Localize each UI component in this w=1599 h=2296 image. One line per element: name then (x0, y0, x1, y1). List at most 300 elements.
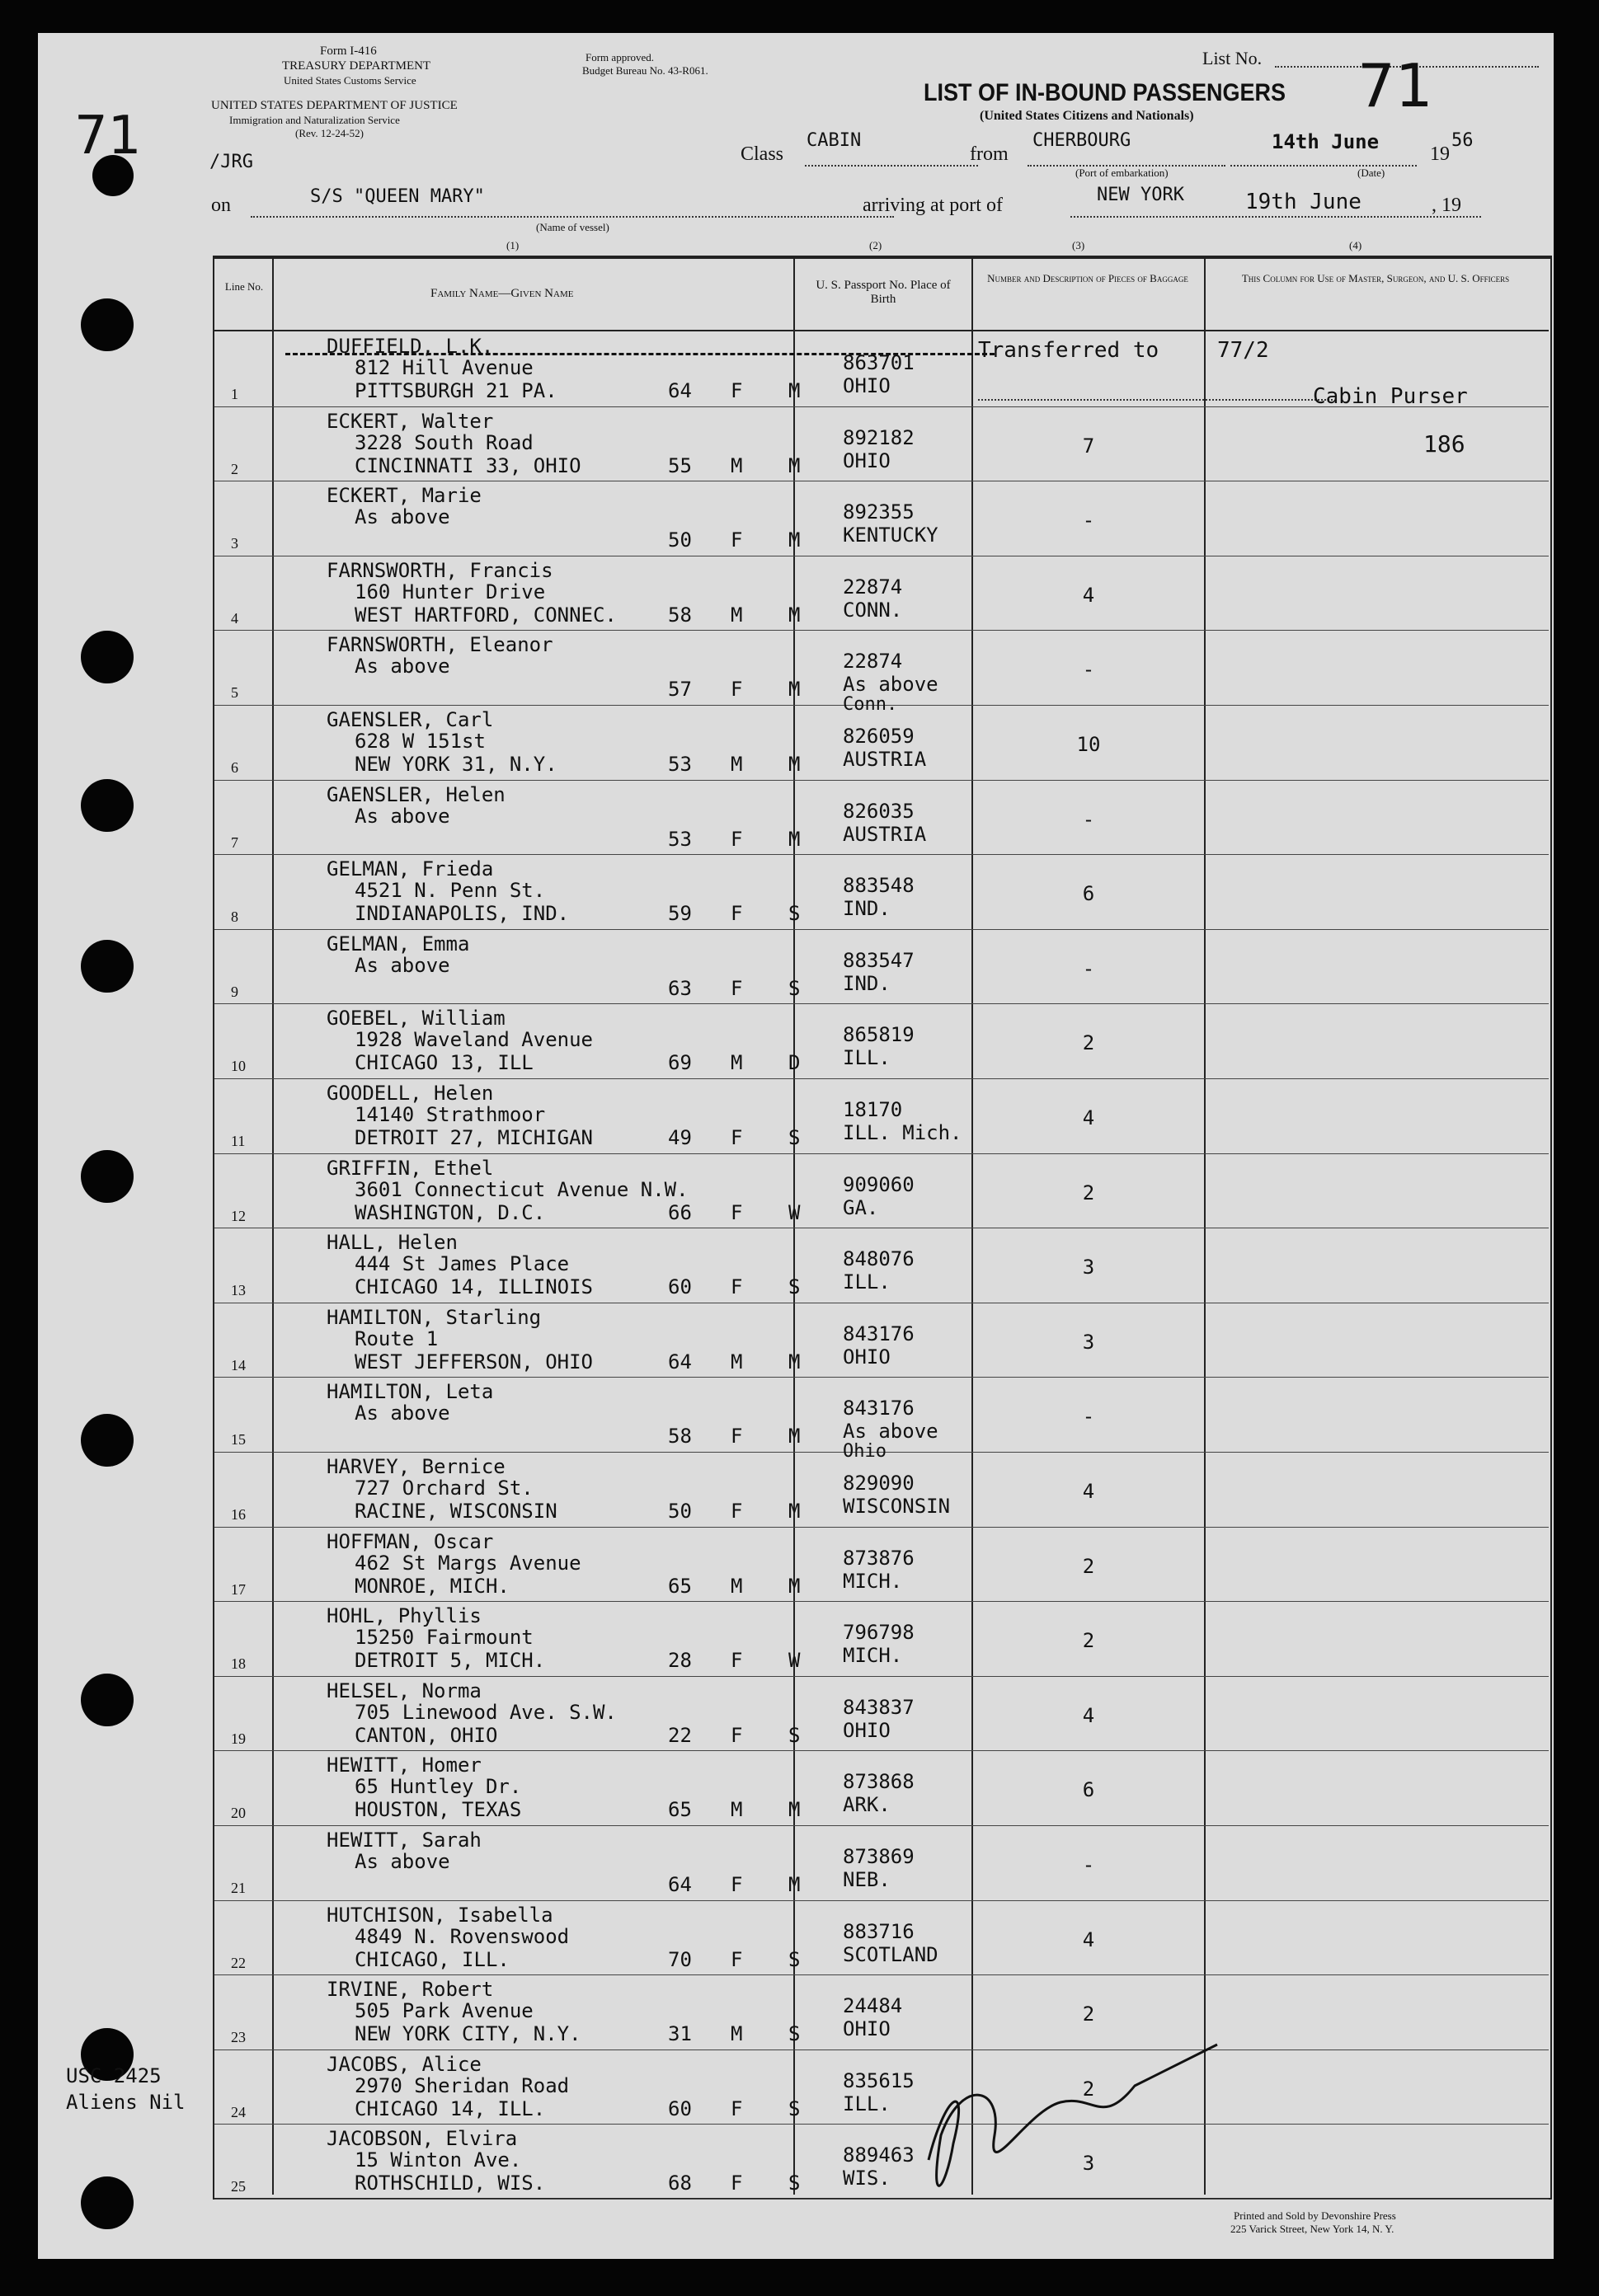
place-of-birth: OHIO (843, 1345, 891, 1369)
marital-status: D (788, 1051, 801, 1075)
marital-status: S (788, 1126, 801, 1149)
marital-status: W (788, 1200, 801, 1224)
depart-date: 14th June (1272, 130, 1380, 153)
arrival-port: NEW YORK (1097, 185, 1184, 205)
table-row (214, 705, 1549, 781)
treasury-dept: TREASURY DEPARTMENT (282, 59, 431, 73)
place-of-birth: KENTUCKY (843, 524, 938, 547)
passenger-name: ECKERT, Walter (327, 409, 494, 433)
line-number: 4 (231, 609, 238, 627)
passenger-age: 53 (668, 753, 692, 776)
address-line-1: 812 Hill Avenue (355, 356, 534, 379)
baggage-count: - (1082, 807, 1095, 831)
place-of-birth: MICH. (843, 1644, 903, 1668)
punch-hole (81, 2176, 134, 2229)
address-line-1: 705 Linewood Ave. S.W. (355, 1700, 617, 1724)
address-line-2: NEW YORK CITY, N.Y. (355, 2022, 581, 2046)
list-no-label: List No. (1202, 48, 1263, 68)
passenger-age: 70 (668, 1947, 692, 1971)
passenger-name: HAMILTON, Starling (327, 1305, 542, 1329)
address-line-2: WASHINGTON, D.C. (355, 1200, 546, 1224)
table-row (214, 929, 1549, 1005)
baggage-count: - (1082, 658, 1095, 682)
passport-number: 883547 (843, 948, 915, 972)
from-value: CHERBOURG (1032, 130, 1131, 151)
marital-status: S (788, 1723, 801, 1747)
passenger-age: 66 (668, 1200, 692, 1224)
usc-note: USC 2425 (66, 2064, 162, 2087)
passport-number: 892182 (843, 425, 915, 449)
passenger-name: FARNSWORTH, Eleanor (327, 633, 553, 657)
place-of-birth: NEB. (843, 1868, 891, 1891)
baggage-count: - (1082, 1853, 1095, 1876)
passport-number: 796798 (843, 1621, 915, 1645)
date-caption: (Date) (1357, 167, 1385, 179)
arrival-year-prefix: , 19 (1432, 195, 1461, 216)
date-line (1230, 165, 1417, 167)
baggage-count: - (1082, 956, 1095, 980)
baggage-count: 4 (1082, 1106, 1095, 1129)
passenger-sex: F (731, 678, 743, 702)
place-of-birth: ARK. (843, 1793, 891, 1817)
passenger-age: 58 (668, 1425, 692, 1448)
marital-status: S (788, 976, 801, 1000)
address-line-1: 15250 Fairmount (355, 1626, 534, 1650)
address-line-2: DETROIT 5, MICH. (355, 1649, 546, 1673)
line-number: 12 (231, 1207, 246, 1224)
table-row (214, 780, 1549, 856)
form-title: LIST OF IN-BOUND PASSENGERS (924, 79, 1286, 106)
passport-number: 892355 (843, 500, 915, 524)
marital-status: M (788, 827, 801, 851)
passenger-name: HOFFMAN, Oscar (327, 1529, 494, 1553)
passport-number: 18170 (843, 1098, 903, 1121)
passport-number: 883716 (843, 1919, 915, 1943)
line-number: 6 (231, 759, 238, 776)
passport-number: 22874 (843, 650, 903, 674)
table-row (214, 1078, 1549, 1154)
passport-number: 24484 (843, 1994, 903, 2018)
header-officers: This Column for Use of Master, Surgeon, and U. S. Officers (1241, 272, 1510, 284)
baggage-count: 3 (1082, 2152, 1095, 2176)
passenger-sex: M (731, 1350, 743, 1373)
passenger-sex: M (731, 2022, 743, 2046)
passenger-name: ECKERT, Marie (327, 484, 482, 508)
place-of-birth: OHIO (843, 374, 891, 397)
line-number: 9 (231, 983, 238, 1000)
line-number: 17 (231, 1580, 246, 1598)
address-line-1: 2970 Sheridan Road (355, 2073, 570, 2097)
table-row (214, 1750, 1549, 1826)
marital-status: M (788, 1350, 801, 1373)
line-number: 19 (231, 1730, 246, 1747)
passenger-sex: F (731, 976, 743, 1000)
passenger-sex: F (731, 1649, 743, 1673)
address-line-1: As above (355, 1850, 450, 1873)
baggage-count: 4 (1082, 1927, 1095, 1951)
line-number: 3 (231, 535, 238, 552)
customs-service: United States Customs Service (284, 74, 416, 87)
table-row (214, 1228, 1549, 1303)
passport-number: 22874 (843, 575, 903, 599)
place-of-birth: SCOTLAND (843, 1942, 938, 1966)
passenger-sex: F (731, 2096, 743, 2120)
passenger-sex: F (731, 1500, 743, 1523)
transferred-list: 77/2 (1217, 338, 1269, 363)
passport-number: 826059 (843, 725, 915, 748)
marital-status: W (788, 1649, 801, 1673)
marital-status: M (788, 1425, 801, 1448)
year-prefix: 19 (1430, 143, 1450, 165)
baggage-count: 2 (1082, 2003, 1095, 2026)
col-number-2: (2) (869, 239, 882, 251)
transferred-note: Transferred to (978, 338, 1159, 363)
place-of-birth: IND. (843, 971, 891, 995)
baggage-count: 2 (1082, 1031, 1095, 1055)
table-row (214, 2124, 1549, 2200)
passport-number: 843176 (843, 1397, 915, 1420)
marital-status: M (788, 1574, 801, 1598)
passenger-name: HEWITT, Sarah (327, 1829, 482, 1852)
from-label: from (970, 143, 1009, 165)
passenger-sex: F (731, 1126, 743, 1149)
passenger-age: 65 (668, 1798, 692, 1822)
baggage-count: 4 (1082, 1703, 1095, 1727)
address-line-1: 14140 Strathmoor (355, 1103, 546, 1126)
passenger-sex: M (731, 1051, 743, 1075)
passenger-name: HARVEY, Bernice (327, 1455, 506, 1478)
place-of-birth: ILL. Mich. (843, 1121, 962, 1144)
passport-number: 848076 (843, 1247, 915, 1271)
passenger-age: 69 (668, 1051, 692, 1075)
passenger-age: 22 (668, 1723, 692, 1747)
address-line-1: 628 W 151st (355, 730, 486, 753)
marital-status: M (788, 603, 801, 627)
vessel-line (251, 216, 894, 218)
line-number: 15 (231, 1431, 246, 1448)
col-number-3: (3) (1072, 239, 1085, 251)
passenger-age: 57 (668, 678, 692, 702)
strike-line (285, 353, 995, 355)
table-row (214, 1003, 1549, 1079)
table-row (214, 1825, 1549, 1901)
address-line-1: 4849 N. Rovenswood (355, 1924, 570, 1948)
passport-number: 873869 (843, 1845, 915, 1868)
header-name: Family Name—Given Name (430, 287, 574, 300)
passport-number: 873876 (843, 1546, 915, 1570)
class-value: CABIN (807, 130, 862, 151)
justice-dept: UNITED STATES DEPARTMENT OF JUSTICE (211, 99, 458, 112)
passenger-name: HELSEL, Norma (327, 1679, 482, 1702)
address-line-2: CHICAGO 14, ILLINOIS (355, 1275, 593, 1299)
passenger-name: GAENSLER, Carl (327, 708, 494, 731)
address-line-1: 4521 N. Penn St. (355, 879, 546, 903)
passport-number: 865819 (843, 1023, 915, 1047)
table-row (214, 1900, 1549, 1976)
punch-hole (81, 1414, 134, 1467)
passenger-sex: F (731, 1200, 743, 1224)
passenger-name: JACOBSON, Elvira (327, 2127, 518, 2151)
marital-status: S (788, 902, 801, 926)
place-of-birth: As above (843, 673, 938, 697)
header-baggage: Number and Description of Pieces of Baggage (987, 272, 1188, 284)
baggage-count: 4 (1082, 1480, 1095, 1503)
table-row (214, 1153, 1549, 1229)
place-of-birth-extra: Ohio (843, 1441, 887, 1463)
passenger-age: 31 (668, 2022, 692, 2046)
punch-hole (81, 298, 134, 351)
marital-status: M (788, 379, 801, 402)
marital-status: S (788, 2022, 801, 2046)
on-label: on (211, 195, 231, 216)
class-line (805, 165, 978, 167)
line-number: 10 (231, 1058, 246, 1075)
baggage-count: 3 (1082, 1256, 1095, 1279)
address-line-2: CHICAGO 13, ILL (355, 1051, 534, 1075)
arrival-date: 19th June (1245, 190, 1362, 214)
header-passport: U. S. Passport No. Place of Birth (816, 279, 951, 306)
passenger-name: IRVINE, Robert (327, 1978, 494, 2002)
table-row (214, 1452, 1549, 1528)
passenger-name: GRIFFIN, Ethel (327, 1156, 494, 1180)
passenger-name: FARNSWORTH, Francis (327, 558, 553, 582)
passenger-name: HALL, Helen (327, 1231, 458, 1255)
baggage-count: 7 (1082, 434, 1095, 458)
passenger-age: 60 (668, 2096, 692, 2120)
passenger-age: 53 (668, 827, 692, 851)
baggage-count: 6 (1082, 882, 1095, 906)
address-line-1: As above (355, 655, 450, 678)
marital-status: S (788, 1947, 801, 1971)
passenger-name: GOEBEL, William (327, 1007, 506, 1031)
purser-number: 186 (1423, 430, 1465, 458)
marital-status: S (788, 2096, 801, 2120)
passenger-age: 59 (668, 902, 692, 926)
address-line-2: CINCINNATI 33, OHIO (355, 453, 581, 477)
purser-note: Cabin Purser (1313, 384, 1468, 409)
baggage-count: - (1082, 509, 1095, 533)
passenger-name: HUTCHISON, Isabella (327, 1903, 553, 1927)
place-of-birth-extra: Conn. (843, 694, 898, 716)
vessel-name: S/S "QUEEN MARY" (310, 186, 485, 207)
table-row (214, 1601, 1549, 1677)
baggage-count: 6 (1082, 1778, 1095, 1802)
passenger-sex: M (731, 603, 743, 627)
form-approved: Form approved. (586, 51, 655, 63)
baggage-count: 2 (1082, 2077, 1095, 2101)
line-number: 8 (231, 909, 238, 926)
table-row (214, 630, 1549, 716)
marital-status: M (788, 1873, 801, 1896)
address-line-1: 462 St Margs Avenue (355, 1551, 581, 1575)
line-number: 13 (231, 1282, 246, 1299)
line-number: 7 (231, 833, 238, 851)
address-line-1: As above (355, 1402, 450, 1425)
marital-status: S (788, 1275, 801, 1299)
place-of-birth: As above (843, 1420, 938, 1444)
passenger-age: 50 (668, 528, 692, 552)
passenger-age: 49 (668, 1126, 692, 1149)
baggage-count: 2 (1082, 1181, 1095, 1204)
address-line-2: NEW YORK 31, N.Y. (355, 753, 557, 776)
table-row (214, 1974, 1549, 2050)
passenger-age: 55 (668, 453, 692, 477)
line-number: 11 (231, 1133, 246, 1149)
list-no-value: 71 (1357, 51, 1433, 120)
passenger-sex: M (731, 1798, 743, 1822)
passenger-sex: M (731, 753, 743, 776)
place-of-birth: WIS. (843, 2167, 891, 2190)
address-line-2: DETROIT 27, MICHIGAN (355, 1126, 593, 1149)
passport-number: 826035 (843, 799, 915, 823)
table-row (214, 854, 1549, 930)
address-line-1: As above (355, 804, 450, 828)
passenger-age: 64 (668, 1873, 692, 1896)
address-line-2: PITTSBURGH 21 PA. (355, 379, 557, 402)
passenger-name: DUFFIELD, L.K. (327, 335, 494, 358)
passport-number: 889463 (843, 2143, 915, 2167)
printer-line-2: 225 Varick Street, New York 14, N. Y. (1230, 2223, 1394, 2235)
line-number: 22 (231, 1954, 246, 1971)
officer-signature (896, 2012, 1225, 2226)
passenger-sex: F (731, 528, 743, 552)
place-of-birth: AUSTRIA (843, 822, 927, 846)
address-line-2: CANTON, OHIO (355, 1723, 498, 1747)
passenger-name: GELMAN, Emma (327, 932, 470, 955)
line-number: 20 (231, 1805, 246, 1822)
form-revision: (Rev. 12-24-52) (295, 127, 364, 139)
address-line-1: 160 Hunter Drive (355, 580, 546, 603)
passenger-sex: F (731, 1723, 743, 1747)
vessel-caption: (Name of vessel) (536, 221, 609, 233)
line-number: 16 (231, 1506, 246, 1523)
baggage-count: 10 (1076, 733, 1101, 756)
initials: /JRG (209, 152, 253, 172)
passenger-sex: F (731, 902, 743, 926)
embark-caption: (Port of embarkation) (1075, 167, 1169, 179)
place-of-birth: MICH. (843, 1569, 903, 1593)
form-number: Form I-416 (320, 45, 377, 58)
arriving-label: arriving at port of (863, 195, 1003, 216)
place-of-birth: OHIO (843, 2017, 891, 2041)
line-number: 25 (231, 2178, 246, 2195)
passport-number: 843176 (843, 1322, 915, 1345)
passenger-sex: F (731, 1873, 743, 1896)
passenger-name: JACOBS, Alice (327, 2052, 482, 2076)
baggage-count: 3 (1082, 1330, 1095, 1354)
line-number: 2 (231, 460, 238, 477)
line-number: 23 (231, 2029, 246, 2046)
passport-number: 843837 (843, 1695, 915, 1719)
passenger-sex: F (731, 379, 743, 402)
line-number: 1 (231, 386, 238, 402)
passenger-age: 63 (668, 976, 692, 1000)
table-row (214, 481, 1549, 556)
marital-status: M (788, 1500, 801, 1523)
line-number: 24 (231, 2103, 246, 2120)
passenger-name: GOODELL, Helen (327, 1082, 494, 1105)
address-line-2: INDIANAPOLIS, IND. (355, 902, 570, 926)
passenger-sex: F (731, 827, 743, 851)
budget-bureau: Budget Bureau No. 43-R061. (582, 64, 708, 77)
baggage-count: 4 (1082, 583, 1095, 607)
margin-number: 71 (74, 106, 142, 167)
table-row (214, 1377, 1549, 1463)
passport-number: 873868 (843, 1770, 915, 1794)
punch-hole (81, 940, 134, 993)
table-row (214, 1303, 1549, 1378)
place-of-birth: WISCONSIN (843, 1495, 951, 1518)
arrival-line (1070, 216, 1481, 218)
passenger-sex: F (731, 1947, 743, 1971)
address-line-1: Route 1 (355, 1326, 439, 1350)
place-of-birth: CONN. (843, 598, 903, 622)
place-of-birth: OHIO (843, 448, 891, 472)
passenger-age: 60 (668, 1275, 692, 1299)
class-label: Class (741, 143, 784, 165)
transferred-line (978, 399, 1333, 401)
marital-status: M (788, 453, 801, 477)
place-of-birth: ILL. (843, 1270, 891, 1294)
table-row (214, 1527, 1549, 1603)
address-line-2: CHICAGO, ILL. (355, 1947, 510, 1971)
col-number-4: (4) (1349, 239, 1362, 251)
address-line-1: 3228 South Road (355, 430, 534, 454)
punch-hole (81, 631, 134, 683)
place-of-birth: IND. (843, 897, 891, 921)
passenger-name: HAMILTON, Leta (327, 1380, 494, 1404)
manifest-page (38, 33, 1554, 2259)
address-line-2: WEST HARTFORD, CONNEC. (355, 603, 617, 627)
passport-number: 829090 (843, 1472, 915, 1495)
address-line-1: 444 St James Place (355, 1252, 570, 1276)
place-of-birth: ILL. (843, 1046, 891, 1070)
passenger-name: HEWITT, Homer (327, 1754, 482, 1777)
address-line-2: HOUSTON, TEXAS (355, 1798, 522, 1822)
address-line-1: 65 Huntley Dr. (355, 1775, 522, 1799)
marital-status: M (788, 528, 801, 552)
passenger-age: 58 (668, 603, 692, 627)
line-number: 18 (231, 1655, 246, 1673)
form-subtitle: (United States Citizens and Nationals) (980, 109, 1194, 123)
baggage-count: 2 (1082, 1629, 1095, 1653)
passenger-sex: F (731, 1275, 743, 1299)
punch-hole (81, 1150, 134, 1203)
passenger-age: 64 (668, 1350, 692, 1373)
passenger-age: 64 (668, 379, 692, 402)
address-line-1: 15 Winton Ave. (355, 2148, 522, 2172)
address-line-1: As above (355, 953, 450, 977)
address-line-1: As above (355, 505, 450, 529)
line-number: 14 (231, 1356, 246, 1373)
passport-number: 835615 (843, 2068, 915, 2092)
marital-status: S (788, 2172, 801, 2195)
passenger-age: 68 (668, 2172, 692, 2195)
col-number-1: (1) (506, 239, 520, 251)
passenger-sex: F (731, 1425, 743, 1448)
marital-status: M (788, 678, 801, 702)
table-row (214, 1676, 1549, 1752)
passenger-name: HOHL, Phyllis (327, 1604, 482, 1628)
address-line-1: 3601 Connecticut Avenue N.W. (355, 1177, 689, 1201)
place-of-birth: GA. (843, 1195, 879, 1219)
passport-number: 909060 (843, 1172, 915, 1196)
passport-number: 883548 (843, 874, 915, 898)
address-line-2: RACINE, WISCONSIN (355, 1500, 557, 1523)
address-line-2: MONROE, MICH. (355, 1574, 510, 1598)
address-line-2: ROTHSCHILD, WIS. (355, 2172, 546, 2195)
baggage-count: - (1082, 1405, 1095, 1429)
